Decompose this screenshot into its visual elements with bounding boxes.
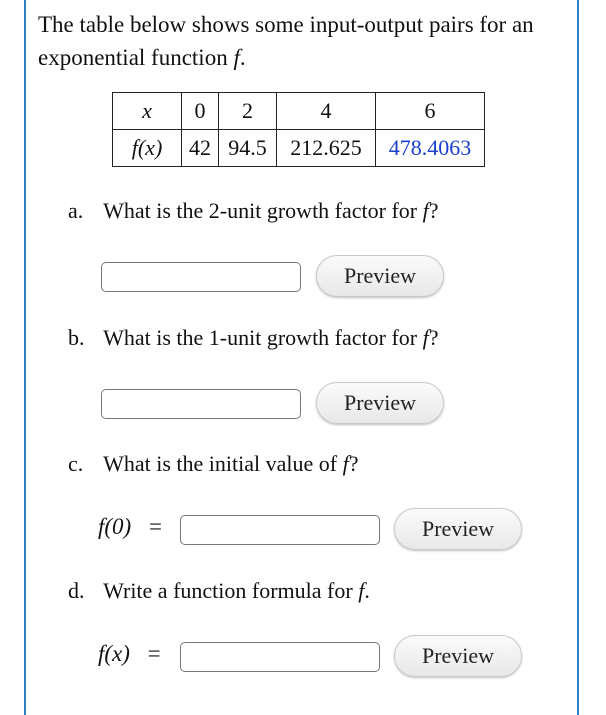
table-cell: 6 bbox=[376, 93, 485, 130]
question-text: What is the 1-unit growth factor for bbox=[103, 325, 418, 350]
answer-input-b[interactable] bbox=[101, 389, 301, 419]
function-label-fx: f(x) bbox=[98, 641, 130, 666]
preview-button-b[interactable]: Preview bbox=[316, 382, 444, 424]
question-text: What is the 2-unit growth factor for bbox=[103, 198, 418, 223]
table-header-fx: f(x) bbox=[113, 130, 182, 167]
problem-statement bbox=[38, 8, 568, 74]
question-function-name: f bbox=[358, 578, 365, 603]
table-row-x bbox=[113, 93, 485, 130]
table-cell: 42 bbox=[182, 130, 219, 167]
question-c bbox=[68, 451, 359, 477]
question-letter: d. bbox=[68, 578, 85, 603]
input-output-table bbox=[112, 92, 485, 167]
question-letter: b. bbox=[68, 325, 85, 350]
equals-sign: = bbox=[147, 641, 161, 666]
table-cell: 94.5 bbox=[219, 130, 277, 167]
question-function-name: f bbox=[422, 198, 429, 223]
answer-input-a[interactable] bbox=[101, 262, 301, 292]
answer-label-d bbox=[98, 641, 161, 667]
answer-input-d[interactable] bbox=[180, 642, 380, 672]
preview-button-c[interactable]: Preview bbox=[394, 508, 522, 550]
question-end: ? bbox=[428, 198, 439, 223]
table-cell: 4 bbox=[277, 93, 376, 130]
question-a bbox=[68, 198, 439, 224]
question-text: Write a function formula for bbox=[103, 578, 353, 603]
question-letter: c. bbox=[68, 451, 84, 476]
table-header-x: x bbox=[113, 93, 182, 130]
preview-button-a[interactable]: Preview bbox=[316, 255, 444, 297]
intro-text: The table below shows some input-output pairs for an exponential function bbox=[38, 12, 534, 70]
question-end: . bbox=[364, 578, 370, 603]
question-letter: a. bbox=[68, 198, 84, 223]
table-cell: 2 bbox=[219, 93, 277, 130]
answer-label-c bbox=[98, 514, 162, 540]
table-cell: 212.625 bbox=[277, 130, 376, 167]
preview-button-d[interactable]: Preview bbox=[394, 635, 522, 677]
question-function-name: f bbox=[422, 325, 429, 350]
question-function-name: f bbox=[342, 451, 349, 476]
table-cell: 0 bbox=[182, 93, 219, 130]
equals-sign: = bbox=[148, 514, 162, 539]
function-label-f0: f(0) bbox=[98, 514, 132, 539]
question-text: What is the initial value of bbox=[103, 451, 338, 476]
table-cell-highlighted: 478.4063 bbox=[376, 130, 485, 167]
question-end: ? bbox=[348, 451, 359, 476]
intro-period: . bbox=[239, 45, 246, 70]
question-b bbox=[68, 325, 439, 351]
question-end: ? bbox=[428, 325, 439, 350]
intro-function-name: f bbox=[233, 45, 240, 70]
table-row-fx bbox=[113, 130, 485, 167]
answer-input-c[interactable] bbox=[180, 515, 380, 545]
question-d bbox=[68, 578, 370, 604]
